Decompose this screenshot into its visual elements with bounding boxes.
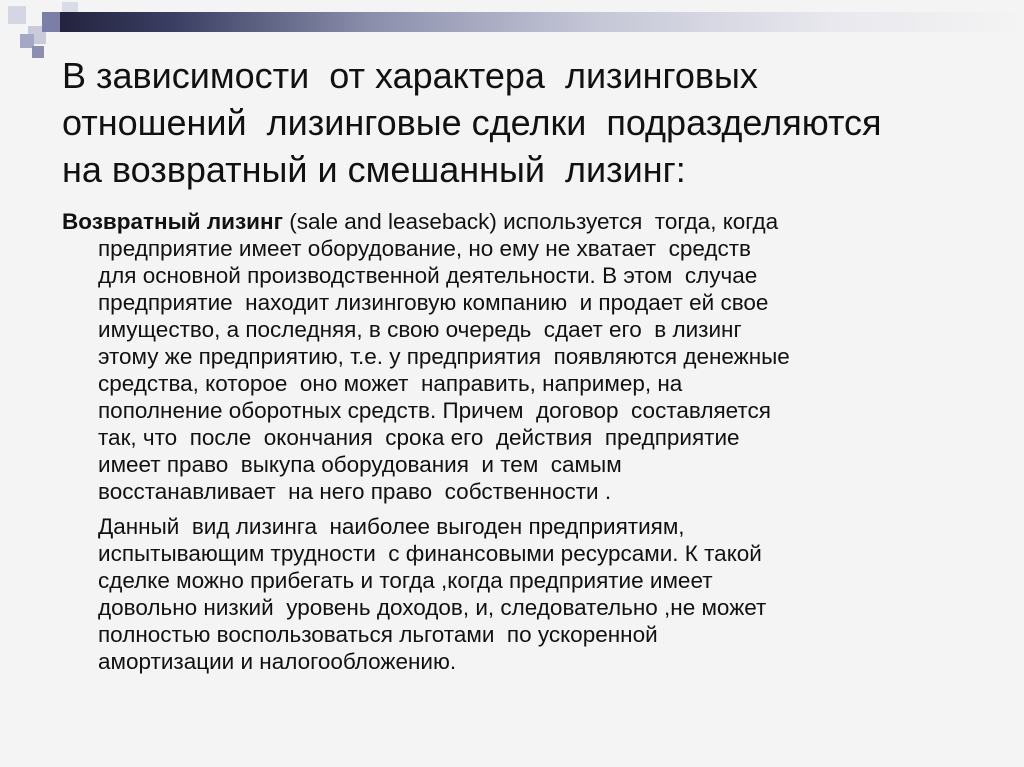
paragraph-1-line: предприятие имеет оборудование, но ему не хватает средств <box>98 236 751 261</box>
paragraph-return-leasing <box>62 208 982 505</box>
paragraph-1-line-1 <box>62 208 982 235</box>
paragraph-1-line: имущество, а последняя, в свою очередь сдает его в лизинг <box>98 317 742 342</box>
slide-body <box>62 208 982 675</box>
paragraph-benefit <box>62 513 982 675</box>
paragraph-1-line: средства, которое оно может направить, например, на <box>98 371 683 396</box>
paragraph-1-line: так, что после окончания срока его действия предприятие <box>98 425 740 450</box>
title-line-1: В зависимости от характера лизинговых <box>62 55 758 96</box>
paragraph-1-line-1-rest: (sale and leaseback) используется тогда, когда <box>282 209 779 234</box>
paragraph-1-line: предприятие находит лизинговую компанию и продает ей свое <box>98 290 769 315</box>
decor-square-mid-1 <box>42 12 60 32</box>
term-return-leasing: Возвратный лизинг <box>62 209 283 234</box>
paragraph-2-line: полностью воспользоваться льготами по ускоренной <box>98 622 658 647</box>
paragraph-2-line: довольно низкий уровень доходов, и, следовательно ,не может <box>98 595 767 620</box>
paragraph-2-line: испытывающим трудности с финансовыми ресурсами. К такой <box>98 541 762 566</box>
paragraph-2-line: амортизации и налогообложению. <box>98 649 457 674</box>
paragraph-1-line: для основной производственной деятельности. В этом случае <box>98 263 758 288</box>
title-line-3: на возвратный и смешанный лизинг: <box>62 149 686 190</box>
decor-square-light-1 <box>8 6 26 24</box>
title-line-2: отношений лизинговые сделки подразделяются <box>62 102 882 143</box>
paragraph-2-line: сделке можно прибегать и тогда ,когда предприятие имеет <box>98 568 713 593</box>
header-gradient-bar <box>60 12 1024 32</box>
paragraph-1-line: имеет право выкупа оборудования и тем самым <box>98 452 622 477</box>
paragraph-2-line: Данный вид лизинга наиболее выгоден предприятиям, <box>98 514 685 539</box>
slide-title <box>62 52 1002 193</box>
decor-square-dark <box>32 46 44 58</box>
paragraph-1-line: пополнение оборотных средств. Причем договор составляется <box>98 398 771 423</box>
decor-square-light-3 <box>62 2 78 12</box>
paragraph-1-line: этому же предприятию, т.е. у предприятия появляются денежные <box>98 344 790 369</box>
paragraph-1-line: восстанавливает на него право собственности . <box>98 479 612 504</box>
